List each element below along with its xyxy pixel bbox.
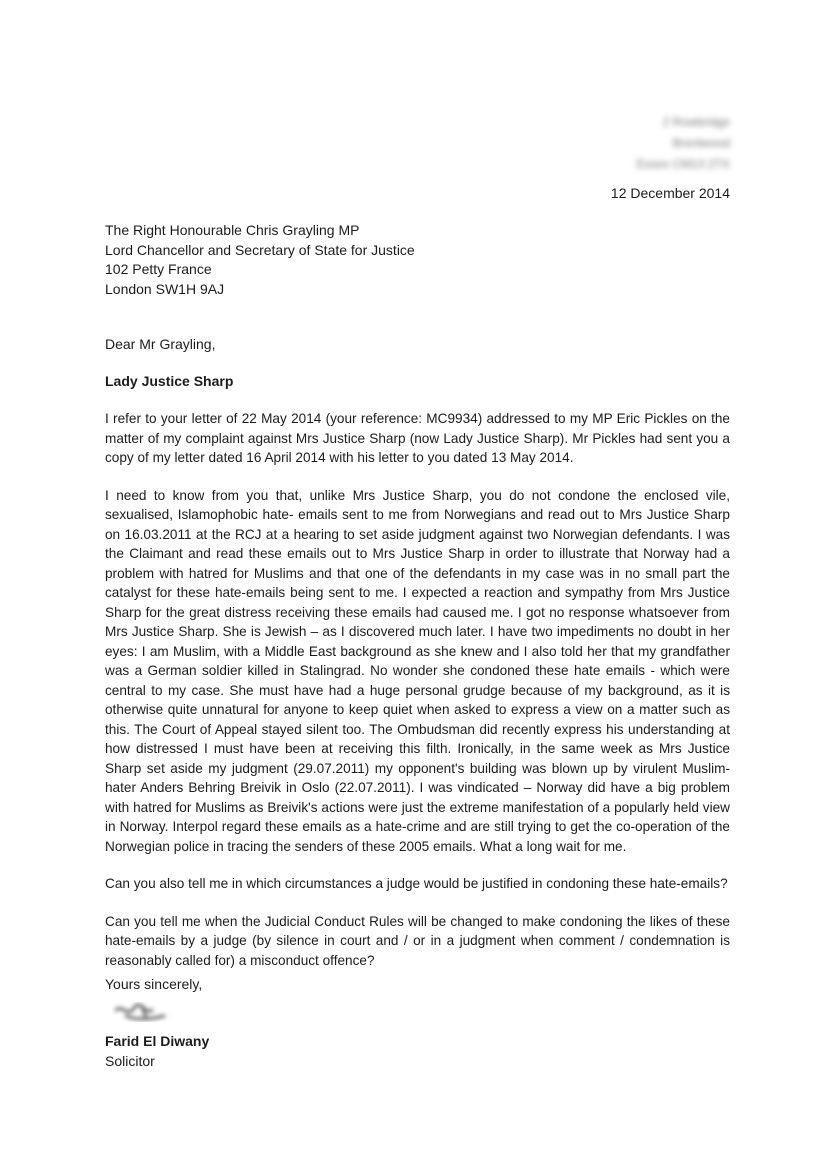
recipient-name: The Right Honourable Chris Grayling MP	[105, 222, 360, 238]
recipient-city: London SW1H 9AJ	[105, 280, 225, 297]
signer-name: Farid El Diwany	[105, 1033, 210, 1049]
body-paragraph-3: Can you also tell me in which circumstances a judge would be justified in condoning these hate-emails?	[105, 876, 728, 891]
salutation: Dear Mr Grayling,	[105, 336, 216, 352]
closing: Yours sincerely,	[105, 976, 203, 992]
signer-title: Solicitor	[105, 1053, 155, 1069]
recipient-address	[105, 221, 415, 299]
sender-address-line-3: Essex CM13 2TX	[636, 157, 730, 171]
letter-body	[105, 409, 730, 988]
recipient-street: 102 Petty France	[105, 261, 212, 277]
sender-address-redacted	[637, 112, 730, 175]
sender-address-line-1: 2 Rowbridge	[662, 115, 730, 129]
sender-address-line-2: Brentwood	[672, 136, 730, 150]
body-paragraph-1: I refer to your letter of 22 May 2014 (your reference: MC9934) addressed to my MP Eric Pickles on the matter of my complaint against Mrs Justice Sharp (now Lady Justice Sharp). Mr Pickles had sent you a copy of my letter dated 16 April 2014 with his letter to you dated 13 May 2014.	[105, 411, 730, 465]
letter-date: 12 December 2014	[610, 185, 730, 201]
body-paragraph-2: I need to know from you that, unlike Mrs Justice Sharp, you do not condone the enclosed vile, sexualised, Islamophobic hate- emails sent to me from Norwegians and read out to Mrs Justice Sharp on 16.03.2011 at the RCJ at a hearing to set aside judgment against two Norwegian defendants. I was the Claimant and read these emails out to Mrs Justice Sharp in order to illustrate that Norway had a problem with hatred for Muslims and that one of the defendants in my case was in no small part the catalyst for these hate-emails being sent to me. I expected a reaction and sympathy from Mrs Justice Sharp for the great distress receiving these emails had caused me. I got no response whatsoever from Mrs Justice Sharp. She is Jewish – as I discovered much later. I have two impediments no doubt in her eyes: I am Muslim, with a Middle East background as she knew and I also told her that my grandfather was a German soldier killed in Stalingrad. No wonder she condoned these hate emails - which were central to my case. She must have had a huge personal grudge because of my background, as it is otherwise quite unnatural for anyone to keep quiet when asked to express a view on a matter such as this. The Court of Appeal stayed silent too. The Ombudsman did recently express his understanding at how distressed I must have been at receiving this filth. Ironically, in the same week as Mrs Justice Sharp set aside my judgment (29.07.2011) my opponent's building was blown up by virulent Muslim-hater Anders Behring Breivik in Oslo (22.07.2011). I was vindicated – Norway did have a big problem with hatred for Muslims as Breivik's actions were just the extreme manifestation of a popularly held view in Norway. Interpol regard these emails as a hate-crime and are still trying to get the co-operation of the Norwegian police in tracing the senders of these 2005 emails. What a long wait for me.	[105, 487, 730, 854]
body-paragraph-4: Can you tell me when the Judicial Conduct Rules will be changed to make condoning the likes of these hate-emails by a judge (by silence in court and / or in a judgment when comment / condemnation is reasonably called for) a misconduct offence?	[105, 913, 730, 968]
signature-redacted	[112, 1000, 172, 1024]
subject-line: Lady Justice Sharp	[105, 373, 234, 389]
recipient-position: Lord Chancellor and Secretary of State for Justice	[105, 241, 415, 258]
